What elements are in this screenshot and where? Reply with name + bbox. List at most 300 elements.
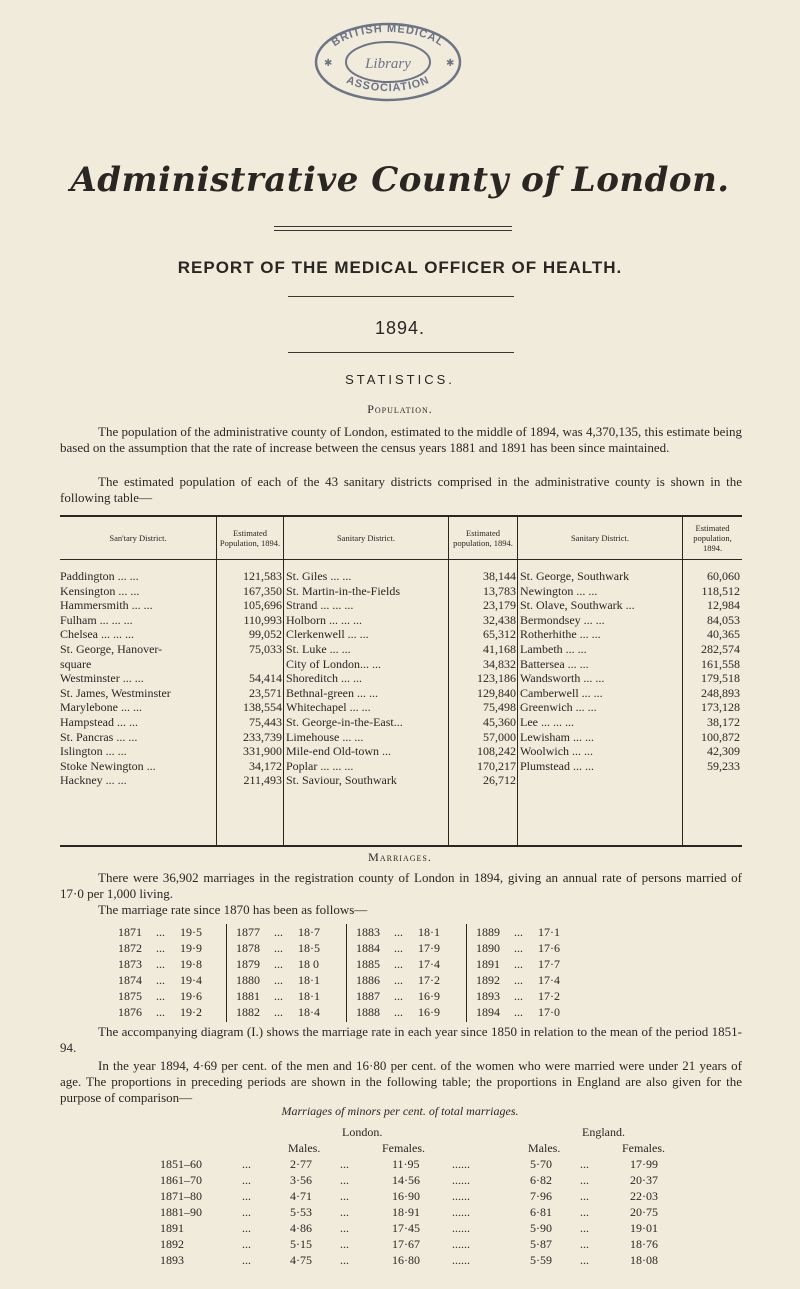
leader-dots: ... bbox=[394, 925, 403, 939]
district-name: St. Martin-in-the-Fields bbox=[286, 583, 400, 598]
marriage-year: 1876 bbox=[118, 1005, 142, 1019]
divider bbox=[288, 352, 514, 353]
leader-dots: ... bbox=[242, 1189, 251, 1203]
table-row bbox=[60, 759, 282, 773]
minors-period: 1893 bbox=[160, 1253, 184, 1267]
leader-dots: ... bbox=[340, 1221, 349, 1235]
district-population: 179,518 bbox=[701, 671, 740, 686]
table-row bbox=[286, 569, 516, 583]
page-title: Administrative County of London. bbox=[70, 160, 730, 200]
district-name: St. Luke ... ... bbox=[286, 642, 351, 656]
column-header: Estimated Population, 1894. bbox=[217, 517, 283, 560]
district-name: Hackney ... ... bbox=[60, 773, 127, 788]
district-name: Woolwich ... ... bbox=[520, 744, 594, 759]
leader-dots: ...... bbox=[452, 1221, 470, 1235]
district-population: 99,052 bbox=[249, 627, 282, 642]
leader-dots: ... bbox=[242, 1253, 251, 1267]
leader-dots: ... bbox=[242, 1237, 251, 1251]
marriage-year: 1883 bbox=[356, 925, 380, 939]
district-name: Whitechapel ... ... bbox=[286, 700, 371, 715]
leader-dots: ... bbox=[340, 1173, 349, 1187]
district-name: Lambeth ... ... bbox=[520, 642, 587, 656]
table-row bbox=[520, 700, 740, 714]
table-row bbox=[520, 598, 740, 612]
marriage-rate-value: 19·5 bbox=[180, 925, 202, 939]
district-name: St. Giles ... ... bbox=[286, 569, 352, 583]
marriages-heading: Marriages. bbox=[368, 850, 432, 864]
marriage-year: 1875 bbox=[118, 989, 142, 1003]
population-paragraph: The population of the administrative county of London, estimated to the middle of 1894, was 4,370,135, this estimate being based on the assumption that the rate of increase between the census years 1881 and 1891 has been since maintained. bbox=[60, 424, 742, 455]
minors-males-header: Males. bbox=[288, 1141, 321, 1155]
leader-dots: ... bbox=[580, 1221, 589, 1235]
leader-dots: ... bbox=[242, 1173, 251, 1187]
district-name: St. George, Hanover- bbox=[60, 642, 163, 656]
divider bbox=[274, 226, 512, 227]
minors-caption: Marriages of minors per cent. of total marriages. bbox=[281, 1104, 519, 1118]
district-population: 161,558 bbox=[701, 656, 740, 671]
table-row bbox=[60, 613, 282, 627]
table-row bbox=[520, 671, 740, 685]
district-population: 233,739 bbox=[243, 729, 282, 744]
leader-dots: ... bbox=[274, 973, 283, 987]
district-name: Newington ... ... bbox=[520, 583, 598, 598]
district-population: 12,984 bbox=[707, 598, 740, 613]
report-year: 1894. bbox=[374, 318, 426, 338]
marriage-year: 1892 bbox=[476, 973, 500, 987]
minors-females-header: Females. bbox=[382, 1141, 425, 1155]
marriage-year: 1879 bbox=[236, 957, 260, 971]
leader-dots: ... bbox=[580, 1173, 589, 1187]
table-row bbox=[520, 569, 740, 583]
column-rule bbox=[466, 924, 467, 1022]
marriage-rate-value: 16·9 bbox=[418, 1005, 440, 1019]
table-row bbox=[60, 715, 282, 729]
district-name: Hampstead ... ... bbox=[60, 715, 138, 729]
district-population: 105,696 bbox=[243, 598, 282, 613]
table-row bbox=[60, 627, 282, 641]
district-population: 42,309 bbox=[707, 744, 740, 759]
divider bbox=[288, 296, 514, 297]
district-name: Battersea ... ... bbox=[520, 656, 589, 671]
marriage-rate-value: 19·4 bbox=[180, 973, 202, 987]
england-females-value: 19·01 bbox=[630, 1221, 658, 1235]
england-males-value: 5·70 bbox=[530, 1157, 552, 1171]
district-name: Greenwich ... ... bbox=[520, 700, 597, 715]
marriage-rate-value: 18·5 bbox=[298, 941, 320, 955]
district-population: 211,493 bbox=[243, 773, 282, 788]
district-name: Clerkenwell ... ... bbox=[286, 627, 369, 642]
table-row bbox=[286, 642, 516, 656]
svg-text:BRITISH MEDICAL bbox=[330, 23, 447, 49]
marriage-rate-value: 19·2 bbox=[180, 1005, 202, 1019]
stamp-bottom-text: ASSOCIATION bbox=[344, 74, 432, 95]
marriage-rate-value: 17·2 bbox=[418, 973, 440, 987]
district-name: Stoke Newington ... bbox=[60, 758, 156, 773]
table-row bbox=[520, 657, 740, 671]
marriages-paragraph: The accompanying diagram (I.) shows the marriage rate in each year since 1850 in relation to the mean of the period 1851-94. bbox=[60, 1024, 742, 1055]
table-row bbox=[286, 700, 516, 714]
district-name: Hammersmith ... ... bbox=[60, 598, 153, 613]
marriage-rate-value: 17·1 bbox=[538, 925, 560, 939]
london-males-value: 4·71 bbox=[290, 1189, 312, 1203]
district-population: 123,186 bbox=[477, 671, 516, 686]
report-heading: REPORT OF THE MEDICAL OFFICER OF HEALTH. bbox=[177, 258, 623, 277]
district-name: St. George-in-the-East... bbox=[286, 715, 403, 729]
district-population: 129,840 bbox=[477, 685, 516, 700]
marriage-year: 1885 bbox=[356, 957, 380, 971]
marriage-year: 1887 bbox=[356, 989, 380, 1003]
leader-dots: ... bbox=[156, 941, 165, 955]
marriage-year: 1891 bbox=[476, 957, 500, 971]
table-row bbox=[60, 730, 282, 744]
leader-dots: ... bbox=[274, 957, 283, 971]
marriage-year: 1888 bbox=[356, 1005, 380, 1019]
minors-period: 1861–70 bbox=[160, 1173, 202, 1187]
stamp-star-icon: ✱ bbox=[446, 58, 455, 69]
marriage-rate-value: 17·6 bbox=[538, 941, 560, 955]
leader-dots: ... bbox=[514, 957, 523, 971]
minors-period: 1871–80 bbox=[160, 1189, 202, 1203]
leader-dots: ... bbox=[580, 1189, 589, 1203]
leader-dots: ... bbox=[242, 1205, 251, 1219]
marriage-year: 1884 bbox=[356, 941, 380, 955]
table-row bbox=[60, 642, 282, 656]
district-name: Camberwell ... ... bbox=[520, 685, 603, 700]
district-name: Poplar ... ... ... bbox=[286, 758, 354, 773]
district-population: 34,172 bbox=[249, 758, 282, 773]
england-males-value: 6·82 bbox=[530, 1173, 552, 1187]
leader-dots: ... bbox=[514, 925, 523, 939]
district-population: 41,168 bbox=[483, 642, 516, 656]
leader-dots: ... bbox=[580, 1157, 589, 1171]
leader-dots: ... bbox=[514, 941, 523, 955]
district-name: Kensington ... ... bbox=[60, 583, 140, 598]
district-name: Fulham ... ... ... bbox=[60, 612, 133, 627]
leader-dots: ...... bbox=[452, 1157, 470, 1171]
column-rule bbox=[283, 517, 284, 845]
table-row bbox=[520, 759, 740, 773]
district-population: 13,783 bbox=[483, 583, 516, 598]
column-header: Estimated population, 1894. bbox=[683, 517, 742, 560]
table-row bbox=[60, 671, 282, 685]
district-name: St. Saviour, Southwark bbox=[286, 773, 397, 788]
marriage-rate-value: 19·8 bbox=[180, 957, 202, 971]
leader-dots: ... bbox=[394, 957, 403, 971]
marriage-year: 1893 bbox=[476, 989, 500, 1003]
marriage-rate-value: 18 0 bbox=[298, 957, 319, 971]
table-row bbox=[60, 686, 282, 700]
district-name: Wandsworth ... ... bbox=[520, 671, 605, 686]
marriage-year: 1877 bbox=[236, 925, 260, 939]
district-column-3 bbox=[520, 569, 740, 829]
district-name: Marylebone ... ... bbox=[60, 700, 142, 715]
library-stamp bbox=[312, 20, 464, 104]
marriage-rate-value: 17·4 bbox=[418, 957, 440, 971]
leader-dots: ... bbox=[514, 989, 523, 1003]
minors-females-header: Females. bbox=[622, 1141, 665, 1155]
district-population: 248,893 bbox=[701, 685, 740, 700]
england-males-value: 5·59 bbox=[530, 1253, 552, 1267]
district-population: 121,583 bbox=[243, 569, 282, 583]
district-population: 108,242 bbox=[477, 744, 516, 759]
column-header: Sanitary District. bbox=[518, 517, 682, 560]
england-males-value: 7·96 bbox=[530, 1189, 552, 1203]
population-paragraph: The estimated population of each of the 43 sanitary districts comprised in the administrative county is shown in the following table— bbox=[60, 474, 742, 505]
london-males-value: 4·86 bbox=[290, 1221, 312, 1235]
marriage-rate-value: 19·9 bbox=[180, 941, 202, 955]
district-population: 60,060 bbox=[707, 569, 740, 583]
marriage-year: 1890 bbox=[476, 941, 500, 955]
district-name: St. Olave, Southwark ... bbox=[520, 598, 635, 613]
marriage-year: 1873 bbox=[118, 957, 142, 971]
table-row bbox=[286, 730, 516, 744]
marriage-year: 1871 bbox=[118, 925, 142, 939]
stamp-center-text: Library bbox=[365, 56, 411, 72]
leader-dots: ... bbox=[514, 973, 523, 987]
london-females-value: 17·67 bbox=[392, 1237, 420, 1251]
table-row bbox=[286, 613, 516, 627]
marriages-paragraph: The marriage rate since 1870 has been as follows— bbox=[98, 902, 368, 917]
district-population: 331,900 bbox=[243, 744, 282, 759]
marriage-rate-value: 18·1 bbox=[418, 925, 440, 939]
district-population: 34,832 bbox=[483, 656, 516, 671]
leader-dots: ... bbox=[156, 973, 165, 987]
leader-dots: ... bbox=[394, 1005, 403, 1019]
statistics-heading: STATISTICS. bbox=[345, 372, 455, 387]
marriage-rate-value: 17·0 bbox=[538, 1005, 560, 1019]
london-females-value: 18·91 bbox=[392, 1205, 420, 1219]
stamp-top-text: BRITISH MEDICAL bbox=[329, 22, 447, 50]
district-population: 40,365 bbox=[707, 627, 740, 642]
district-population: 38,144 bbox=[483, 569, 516, 583]
leader-dots: ... bbox=[580, 1205, 589, 1219]
table-row bbox=[286, 759, 516, 773]
table-row bbox=[286, 657, 516, 671]
leader-dots: ... bbox=[394, 973, 403, 987]
table-row bbox=[60, 700, 282, 714]
column-header: Estimated population, 1894. bbox=[449, 517, 517, 560]
marriage-rate-value: 19·6 bbox=[180, 989, 202, 1003]
marriage-rate-value: 17·9 bbox=[418, 941, 440, 955]
district-name: Paddington ... ... bbox=[60, 569, 139, 583]
marriage-rate-value: 17·4 bbox=[538, 973, 560, 987]
table-row bbox=[60, 598, 282, 612]
marriage-year: 1872 bbox=[118, 941, 142, 955]
table-row bbox=[520, 584, 740, 598]
district-name: Shoreditch ... ... bbox=[286, 671, 362, 686]
table-row bbox=[520, 715, 740, 729]
column-rule bbox=[226, 924, 227, 1022]
table-row bbox=[60, 657, 282, 671]
marriage-year: 1874 bbox=[118, 973, 142, 987]
district-population: 54,414 bbox=[249, 671, 282, 686]
district-population: 138,554 bbox=[243, 700, 282, 715]
district-name: square bbox=[60, 656, 92, 671]
minors-period: 1891 bbox=[160, 1221, 184, 1235]
leader-dots: ... bbox=[394, 989, 403, 1003]
table-row bbox=[60, 744, 282, 758]
district-population: 26,712 bbox=[483, 773, 516, 788]
leader-dots: ... bbox=[394, 941, 403, 955]
england-males-value: 6·81 bbox=[530, 1205, 552, 1219]
marriage-year: 1886 bbox=[356, 973, 380, 987]
marriage-rate-table bbox=[118, 924, 718, 1024]
district-population: 75,498 bbox=[483, 700, 516, 715]
district-name: St. George, Southwark bbox=[520, 569, 630, 583]
district-population: 32,438 bbox=[483, 612, 516, 627]
district-population: 59,233 bbox=[707, 758, 740, 773]
minors-period: 1892 bbox=[160, 1237, 184, 1251]
table-row bbox=[286, 598, 516, 612]
london-males-value: 2·77 bbox=[290, 1157, 312, 1171]
marriages-paragraph: In the year 1894, 4·69 per cent. of the men and 16·80 per cent. of the women who were married were under 21 years of age. The proportions in preceding periods are shown in the following table; the proportions in England are also given for the purpose of comparison— bbox=[60, 1058, 742, 1105]
marriage-year: 1889 bbox=[476, 925, 500, 939]
london-females-value: 16·90 bbox=[392, 1189, 420, 1203]
leader-dots: ... bbox=[340, 1189, 349, 1203]
table-row bbox=[286, 773, 516, 787]
leader-dots: ... bbox=[156, 925, 165, 939]
table-row bbox=[60, 773, 282, 787]
england-males-value: 5·87 bbox=[530, 1237, 552, 1251]
district-population: 84,053 bbox=[707, 612, 740, 627]
minors-table bbox=[160, 1124, 720, 1284]
marriage-rate-value: 17·7 bbox=[538, 957, 560, 971]
england-females-value: 22·03 bbox=[630, 1189, 658, 1203]
stamp-star-icon: ✱ bbox=[324, 58, 333, 69]
leader-dots: ... bbox=[340, 1253, 349, 1267]
table-row bbox=[286, 584, 516, 598]
divider bbox=[274, 230, 512, 231]
district-name: St. Pancras ... ... bbox=[60, 729, 138, 744]
marriage-year: 1882 bbox=[236, 1005, 260, 1019]
district-population: 23,571 bbox=[249, 685, 282, 700]
leader-dots: ...... bbox=[452, 1189, 470, 1203]
marriage-rate-value: 18·1 bbox=[298, 973, 320, 987]
london-females-value: 17·45 bbox=[392, 1221, 420, 1235]
minors-period: 1881–90 bbox=[160, 1205, 202, 1219]
london-females-value: 11·95 bbox=[392, 1157, 420, 1171]
table-row bbox=[286, 627, 516, 641]
england-females-value: 17·99 bbox=[630, 1157, 658, 1171]
leader-dots: ... bbox=[340, 1205, 349, 1219]
table-row bbox=[520, 686, 740, 700]
table-row bbox=[520, 627, 740, 641]
table-row bbox=[520, 613, 740, 627]
leader-dots: ... bbox=[274, 941, 283, 955]
district-name: Westminster ... ... bbox=[60, 671, 144, 686]
population-table bbox=[60, 515, 742, 847]
district-population: 100,872 bbox=[701, 729, 740, 744]
district-population: 57,000 bbox=[483, 729, 516, 744]
district-name: Strand ... ... ... bbox=[286, 598, 354, 613]
svg-text:ASSOCIATION bbox=[345, 74, 432, 94]
leader-dots: ...... bbox=[452, 1205, 470, 1219]
district-name: Limehouse ... ... bbox=[286, 729, 364, 744]
district-population: 110,993 bbox=[243, 612, 282, 627]
england-females-value: 20·37 bbox=[630, 1173, 658, 1187]
table-row bbox=[520, 744, 740, 758]
leader-dots: ... bbox=[274, 1005, 283, 1019]
district-column-2 bbox=[286, 569, 516, 829]
district-column-1 bbox=[60, 569, 282, 829]
district-population: 118,512 bbox=[701, 583, 740, 598]
leader-dots: ... bbox=[156, 957, 165, 971]
district-population: 173,128 bbox=[701, 700, 740, 715]
district-name: Mile-end Old-town ... bbox=[286, 744, 391, 759]
london-males-value: 5·15 bbox=[290, 1237, 312, 1251]
marriage-rate-value: 18·1 bbox=[298, 989, 320, 1003]
district-population: 38,172 bbox=[707, 715, 740, 729]
marriage-year: 1880 bbox=[236, 973, 260, 987]
district-name: St. James, Westminster bbox=[60, 685, 171, 700]
district-name: City of London... ... bbox=[286, 656, 381, 671]
table-row bbox=[60, 584, 282, 598]
leader-dots: ... bbox=[156, 1005, 165, 1019]
england-females-value: 20·75 bbox=[630, 1205, 658, 1219]
column-header: Sanitary District. bbox=[284, 517, 448, 560]
london-males-value: 3·56 bbox=[290, 1173, 312, 1187]
district-population: 65,312 bbox=[483, 627, 516, 642]
population-heading: Population. bbox=[367, 402, 433, 416]
leader-dots: ... bbox=[274, 925, 283, 939]
leader-dots: ... bbox=[242, 1221, 251, 1235]
table-row bbox=[286, 671, 516, 685]
england-males-value: 5·90 bbox=[530, 1221, 552, 1235]
marriage-rate-value: 18·4 bbox=[298, 1005, 320, 1019]
england-females-value: 18·76 bbox=[630, 1237, 658, 1251]
table-row bbox=[286, 686, 516, 700]
district-name: Rotherhithe ... ... bbox=[520, 627, 601, 642]
london-males-value: 4·75 bbox=[290, 1253, 312, 1267]
leader-dots: ... bbox=[274, 989, 283, 1003]
leader-dots: ... bbox=[514, 1005, 523, 1019]
leader-dots: ... bbox=[156, 989, 165, 1003]
leader-dots: ... bbox=[340, 1157, 349, 1171]
column-rule bbox=[346, 924, 347, 1022]
district-name: Holborn ... ... ... bbox=[286, 612, 362, 627]
leader-dots: ...... bbox=[452, 1173, 470, 1187]
table-row bbox=[60, 569, 282, 583]
district-population: 282,574 bbox=[701, 642, 740, 656]
leader-dots: ... bbox=[580, 1253, 589, 1267]
district-name: Lewisham ... ... bbox=[520, 729, 594, 744]
district-population: 167,350 bbox=[243, 583, 282, 598]
table-row bbox=[286, 715, 516, 729]
leader-dots: ... bbox=[242, 1157, 251, 1171]
district-population: 75,443 bbox=[249, 715, 282, 729]
marriage-year: 1881 bbox=[236, 989, 260, 1003]
leader-dots: ... bbox=[580, 1237, 589, 1251]
district-name: Bermondsey ... ... bbox=[520, 612, 605, 627]
table-row bbox=[520, 642, 740, 656]
marriage-rate-value: 17·2 bbox=[538, 989, 560, 1003]
district-name: Bethnal-green ... ... bbox=[286, 685, 378, 700]
table-row bbox=[520, 730, 740, 744]
minors-england-header: England. bbox=[582, 1125, 625, 1139]
table-row bbox=[286, 744, 516, 758]
london-males-value: 5·53 bbox=[290, 1205, 312, 1219]
column-rule bbox=[517, 517, 518, 845]
leader-dots: ... bbox=[340, 1237, 349, 1251]
district-population: 170,217 bbox=[477, 758, 516, 773]
england-females-value: 18·08 bbox=[630, 1253, 658, 1267]
leader-dots: ...... bbox=[452, 1253, 470, 1267]
minors-males-header: Males. bbox=[528, 1141, 561, 1155]
marriage-year: 1878 bbox=[236, 941, 260, 955]
marriage-rate-value: 18·7 bbox=[298, 925, 320, 939]
district-population: 45,360 bbox=[483, 715, 516, 729]
district-name: Plumstead ... ... bbox=[520, 758, 594, 773]
